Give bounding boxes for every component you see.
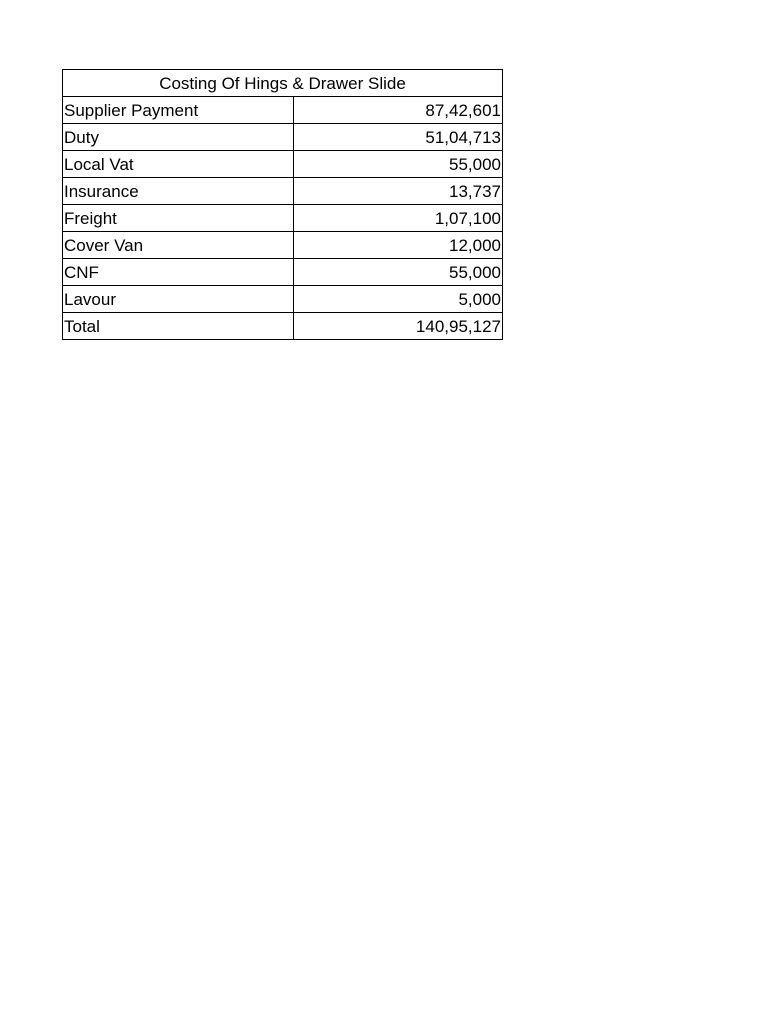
row-label: CNF <box>63 259 294 286</box>
row-label: Freight <box>63 205 294 232</box>
row-label: Supplier Payment <box>63 97 294 124</box>
row-value: 87,42,601 <box>294 97 503 124</box>
row-value: 55,000 <box>294 151 503 178</box>
costing-table <box>62 69 503 340</box>
row-value: 13,737 <box>294 178 503 205</box>
total-value: 140,95,127 <box>294 313 503 340</box>
row-value: 55,000 <box>294 259 503 286</box>
table-row <box>63 124 503 151</box>
table-row-total <box>63 313 503 340</box>
table-row <box>63 205 503 232</box>
row-value: 51,04,713 <box>294 124 503 151</box>
row-value: 1,07,100 <box>294 205 503 232</box>
row-label: Local Vat <box>63 151 294 178</box>
table-row <box>63 97 503 124</box>
table-row <box>63 259 503 286</box>
table-row <box>63 178 503 205</box>
table-title: Costing Of Hings & Drawer Slide <box>63 70 503 97</box>
table-title-row <box>63 70 503 97</box>
table-row <box>63 232 503 259</box>
row-label: Duty <box>63 124 294 151</box>
table-row <box>63 286 503 313</box>
costing-table-body <box>63 70 503 340</box>
total-label: Total <box>63 313 294 340</box>
table-row <box>63 151 503 178</box>
row-value: 12,000 <box>294 232 503 259</box>
row-label: Insurance <box>63 178 294 205</box>
row-label: Cover Van <box>63 232 294 259</box>
row-label: Lavour <box>63 286 294 313</box>
row-value: 5,000 <box>294 286 503 313</box>
